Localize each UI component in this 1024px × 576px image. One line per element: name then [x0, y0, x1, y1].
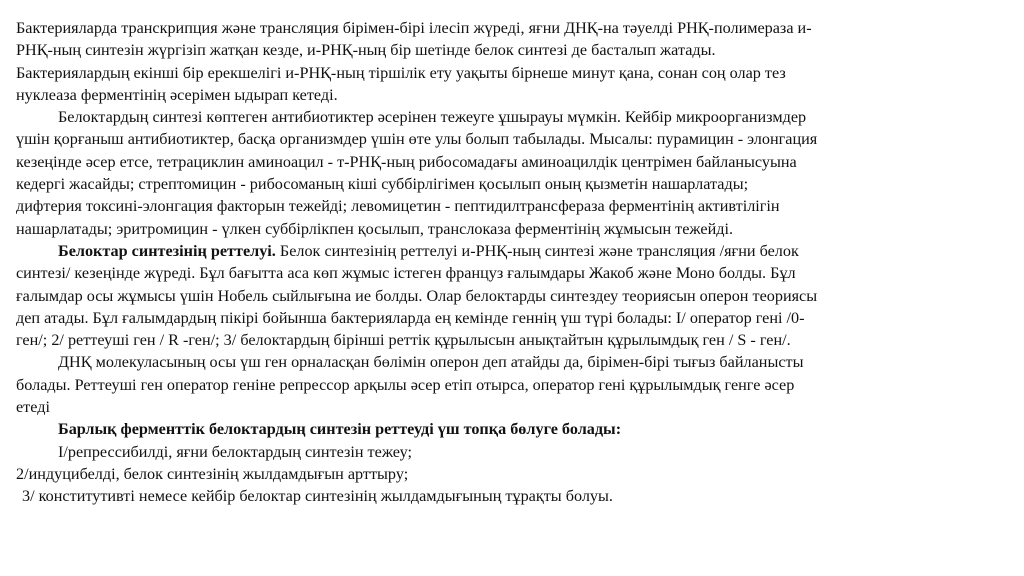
paragraph-line-17: болады. Реттеуші ген оператор геніне репрессор арқылы әсер етіп отырса, оператор гені құрылымдық генге әсер [16, 375, 795, 394]
paragraph-line-10: нашарлатады; эритромицин - үлкен суббірлікпен қосылып, транслоказа ферментінің жұмысын тежейді. [16, 219, 734, 238]
paragraph-line-9: дифтерия токсині-элонгация факторын тежейді; левомицетин - пептидилтрансфераза ферментінің активтілігін [16, 197, 780, 216]
paragraph-line-11-text: Белок синтезінің реттелуі и-РНҚ-ның синтезі және трансляция /яғни белок [279, 241, 799, 260]
list-item-2: 2/индуцибелді, белок синтезінің жылдамдығын арттыру; [16, 464, 409, 483]
paragraph-line-6: үшін қорғаныш антибиотиктер, басқа организмдер үшін өте улы болып табылады. Мысалы: пурамицин - элонгация [16, 130, 818, 149]
section-heading: Белоктар синтезінің реттелуі. [58, 241, 276, 260]
paragraph-line-1: Бактерияларда транскрипция және трансляция бірімен-бірі ілесіп жүреді, яғни ДНҚ-на тәуелді РНҚ-полимераза и- [16, 19, 812, 37]
paragraph-line-15: ген/; 2/ реттеуші ген / R -ген/; 3/ белоктардың бірінші реттік құрылысын анықтайтын құрылымдық ген / S - ген/. [16, 331, 791, 350]
list-item-1: I/репрессибилді, яғни белоктардың синтезін тежеу; [58, 442, 412, 461]
paragraph-line-7: кезеңінде әсер етсе, тетрациклин аминоацил - т-РНҚ-ның рибосомадағы аминоацилдік центрімен байланысуына [16, 152, 797, 171]
paragraph-line-14: деп атады. Бұл ғалымдардың пікірі бойынша бактерияларда ең кемінде геннің үш түрі болады: I/ оператор гені /0- [16, 308, 805, 327]
paragraph-line-4: нуклеаза ферментінің әсерімен ыдырап кетеді. [16, 85, 338, 104]
list-item-3: 3/ конститутивті немесе кейбір белоктар синтезінің жылдамдығының тұрақты болуы. [22, 487, 613, 506]
document-page [16, 17, 1016, 508]
paragraph-line-8: кедергі жасайды; стрептомицин - рибосоманың кіші суббірлігімен қосылып оның қызметін нашарлатады; [16, 175, 749, 194]
paragraph-line-2: РНҚ-ның синтезін жүргізіп жатқан кезде, и-РНҚ-ның бір шетінде белок синтезі де басталып жатады. [16, 41, 716, 60]
paragraph-line-12: синтезі/ кезеңінде жүреді. Бұл бағытта аса көп жұмыс істеген француз ғалымдары Жакоб және Моно болды. Бұл [16, 264, 796, 283]
paragraph-line-16: ДНҚ молекуласының осы үш ген орналасқан бөлімін оперон деп атайды да, бірімен-бірі тығыз байланысты [58, 353, 804, 372]
paragraph-line-5: Белоктардың синтезі көптеген антибиотиктер әсерінен тежеуге ұшырауы мүмкін. Кейбір микроорганизмдер [58, 108, 807, 127]
paragraph-line-3: Бактериялардың екінші бір ерекшелігі и-РНҚ-ның тіршілік ету уақыты бірнеше минут қана, сонан соң олар тез [16, 63, 786, 82]
bold-heading-line: Барлық ферменттік белоктардың синтезін реттеуді үш топқа бөлуге болады: [58, 420, 622, 439]
paragraph-line-18: етеді [16, 398, 50, 417]
paragraph-line-11 [16, 240, 1016, 262]
paragraph-line-13: ғалымдар осы жұмысы үшін Нобель сыйлығына ие болды. Олар белоктарды синтездеу теориясын оперон теориясы [16, 286, 818, 305]
